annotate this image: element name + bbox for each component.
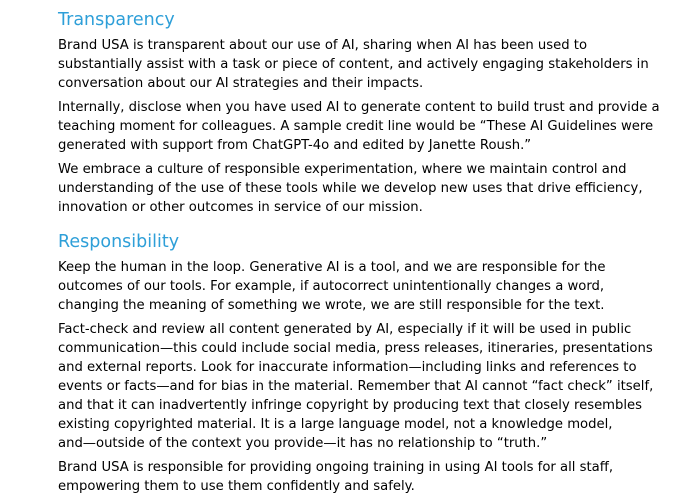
section-heading-responsibility: Responsibility (58, 232, 180, 252)
paragraph-line: communication—this could include social media, press releases, itineraries, presentations (58, 341, 653, 356)
paragraph (58, 98, 658, 155)
paragraph-line: empowering them to use them confidently and safely. (58, 479, 415, 494)
paragraph-line: existing copyrighted material. It is a large language model, not a knowledge model, (58, 417, 613, 432)
section-heading-transparency: Transparency (58, 10, 175, 30)
paragraph-line: substantially assist with a task or piece of content, and actively engaging stakeholders in (58, 57, 649, 72)
paragraph (58, 36, 658, 93)
paragraph-line: Brand USA is responsible for providing ongoing training in using AI tools for all staff, (58, 460, 614, 475)
paragraph-line: and external reports. Look for inaccurate information—including links and references to (58, 360, 637, 375)
paragraph-line: events or facts—and for bias in the material. Remember that AI cannot “fact check” itself, (58, 379, 654, 394)
paragraph-line: Internally, disclose when you have used AI to generate content to build trust and provide a (58, 100, 660, 115)
paragraph-line: We embrace a culture of responsible experimentation, where we maintain control and (58, 162, 627, 177)
paragraph-line: outcomes of our tools. For example, if autocorrect unintentionally changes a word, (58, 279, 605, 294)
paragraph (58, 320, 658, 453)
paragraph (58, 258, 658, 315)
paragraph-line: understanding of the use of these tools while we develop new uses that drive efficiency, (58, 181, 643, 196)
paragraph-line: Fact-check and review all content generated by AI, especially if it will be used in public (58, 322, 632, 337)
paragraph-line: Brand USA is transparent about our use of AI, sharing when AI has been used to (58, 38, 588, 53)
paragraph-line: conversation about our AI strategies and their impacts. (58, 76, 424, 91)
paragraph-line: and—outside of the context you provide—it has no relationship to “truth.” (58, 436, 548, 451)
paragraph-line: changing the meaning of something we wrote, we are still responsible for the text. (58, 298, 605, 313)
paragraph-line: teaching moment for colleagues. A sample credit line would be “These AI Guidelines were (58, 119, 654, 134)
paragraph (58, 458, 658, 496)
paragraph-line: innovation or other outcomes in service of our mission. (58, 200, 423, 215)
document-body (58, 8, 658, 496)
section-responsibility (58, 230, 658, 496)
paragraph (58, 160, 658, 217)
paragraph-line: generated with support from ChatGPT-4o and edited by Janette Roush.” (58, 138, 532, 153)
section-transparency (58, 8, 658, 217)
paragraph-line: Keep the human in the loop. Generative AI is a tool, and we are responsible for the (58, 260, 606, 275)
paragraph-line: and that it can inadvertently infringe copyright by producing text that closely resembles (58, 398, 643, 413)
